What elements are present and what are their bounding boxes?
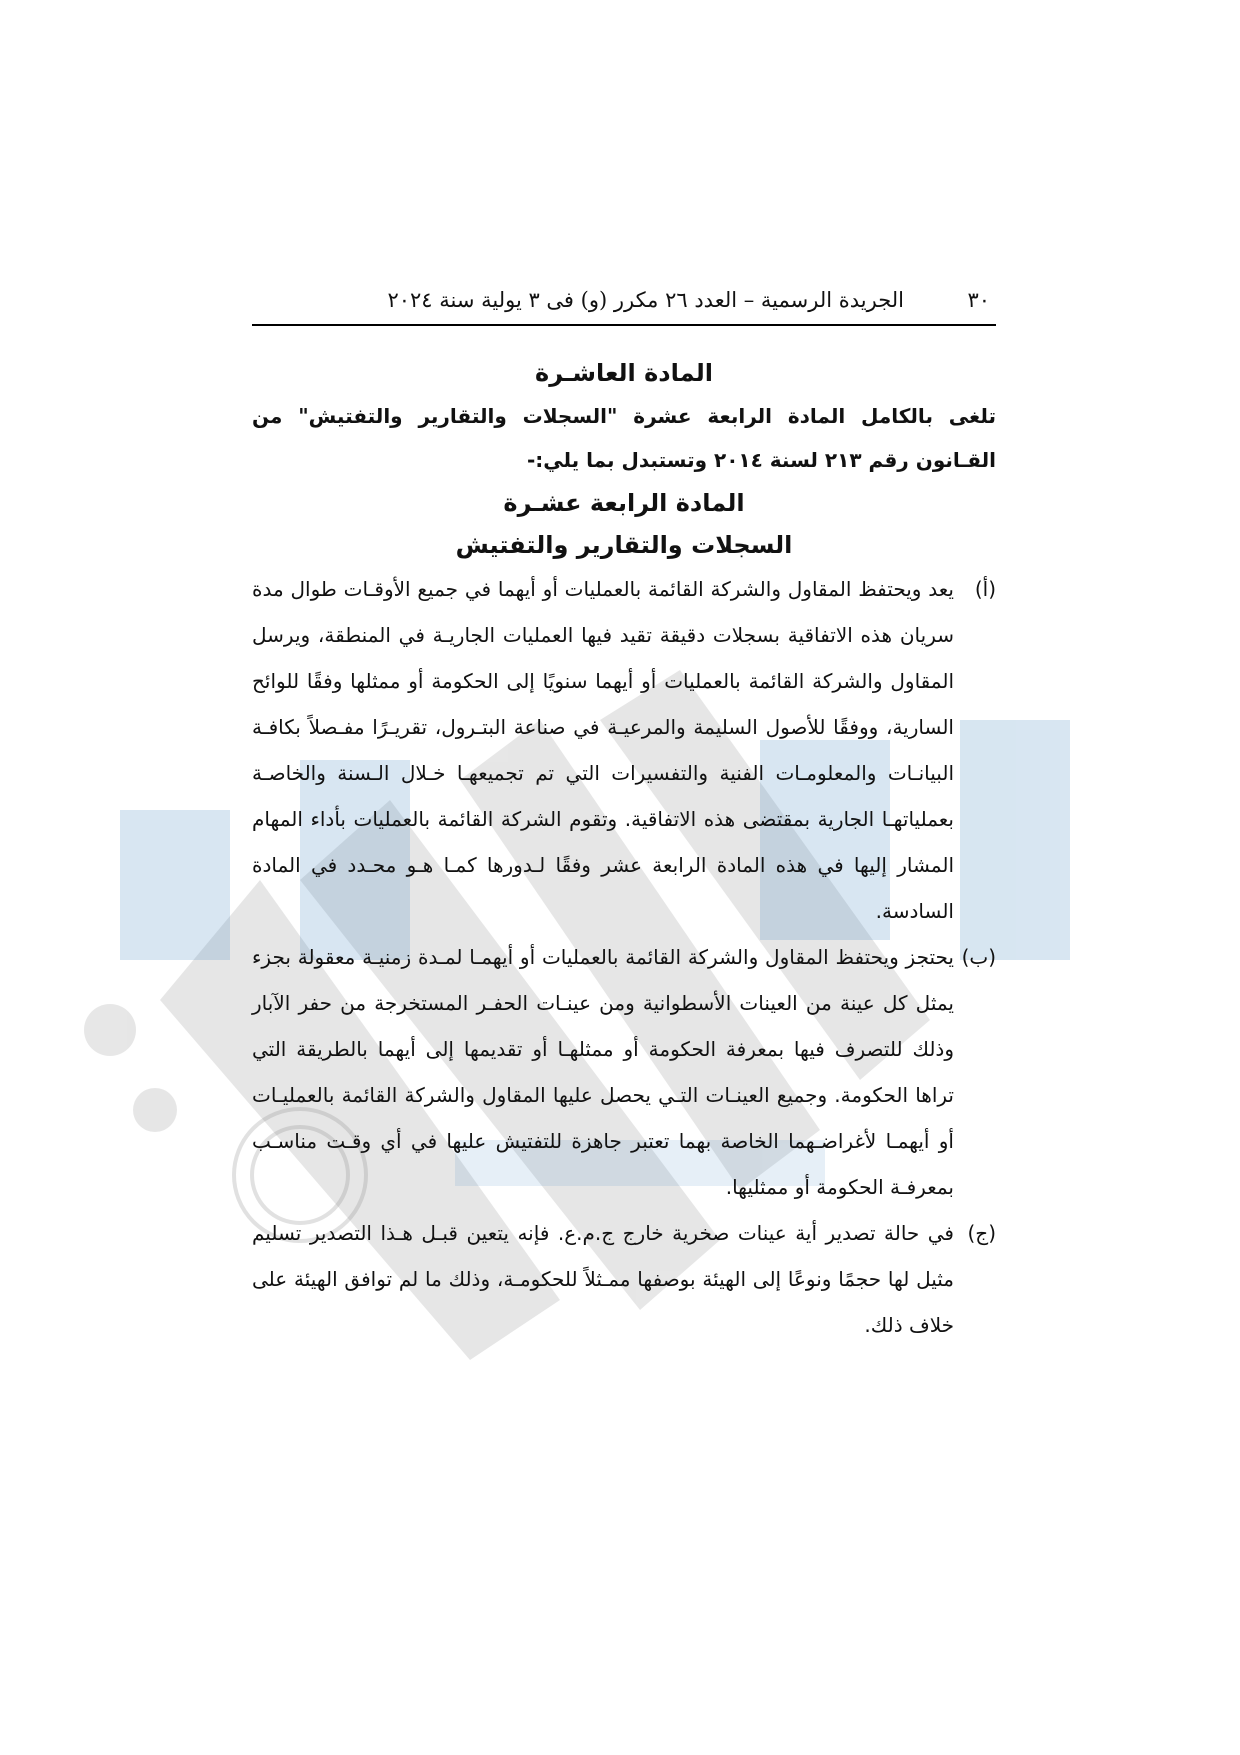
paragraph-b xyxy=(252,934,996,1210)
paragraph-mark: (أ) xyxy=(974,577,996,601)
page-content xyxy=(252,352,996,1348)
paragraph-mark: (ب) xyxy=(961,945,996,969)
sub-article-heading: المادة الرابعة عشـرة xyxy=(503,489,745,517)
gazette-header-title: الجريدة الرسمية – العدد ٢٦ مكرر (و) فى ٣ يولية سنة ٢٠٢٤ xyxy=(387,288,904,312)
article-heading: المادة العاشـرة xyxy=(535,359,713,387)
article-intro: تلغى بالكامل المادة الرابعة عشرة "السجلات والتقارير والتفتيش" من القـانون رقم ٢١٣ لسنة ٢٠١٤ وتستبدل بما يلي:- xyxy=(252,404,996,472)
paragraph-text: يحتجز ويحتفظ المقاول والشركة القائمة بالعمليات أو أيهمـا لمـدة زمنيـة معقولة بجزء يمثل كل عينة من العينات الأسطوانية ومن عينـات الحفـر المستخرجة من حفر الآبار وذلك للتصرف فيها بمعرفة الحكومة أو ممثلهـا أو تقديمها إلى أيهما بالطريقة التي تراها الحكومة. وجميع العينـات التـي يحصل عليها المقاول والشركة القائمة بالعمليـات أو أيهمـا لأغراضـهما الخاصة بهما تعتبر جاهزة للتفتيش عليها في أي وقـت مناسـب بمعرفـة الحكومة أو ممثليها. xyxy=(252,945,954,1199)
paragraph-mark: (ج) xyxy=(967,1221,996,1245)
page-number: ٣٠ xyxy=(967,288,990,312)
paragraph-text: يعد ويحتفظ المقاول والشركة القائمة بالعمليات أو أيهما في جميع الأوقـات طوال مدة سريان هذه الاتفاقية بسجلات دقيقة تقيد فيها العمليات الجاريـة في المنطقة، ويرسل المقاول والشركة القائمة بالعمليات أو أيهما سنويًا إلى الحكومة أو ممثلها وفقًا للوائح السارية، ووفقًا للأصول السليمة والمرعيـة في صناعة البتـرول، تقريـرًا مفـصلاً بكافـة البيانـات والمعلومـات الفنية والتفسيرات التي تم تجميعهـا خـلال الـسنة والخاصـة بعملياتهـا الجارية بمقتضى هذه الاتفاقية. وتقوم الشركة القائمة بالعمليات بأداء المهام المشار إليها في هذه المادة الرابعة عشر وفقًا لـدورها كمـا هـو محـدد في المادة السادسة. xyxy=(252,577,954,923)
paragraph-a xyxy=(252,566,996,934)
sub-article-title: السجلات والتقارير والتفتيش xyxy=(455,531,793,559)
paragraph-c xyxy=(252,1210,996,1348)
page-header xyxy=(252,282,996,326)
paragraph-text: في حالة تصدير أية عينات صخرية خارج ج.م.ع. فإنه يتعين قبـل هـذا التصدير تسليم مثيل لها حجمًا ونوعًا إلى الهيئة بوصفها ممـثلاً للحكومـة، وذلك ما لم توافق الهيئة على خلاف ذلك. xyxy=(252,1221,954,1337)
